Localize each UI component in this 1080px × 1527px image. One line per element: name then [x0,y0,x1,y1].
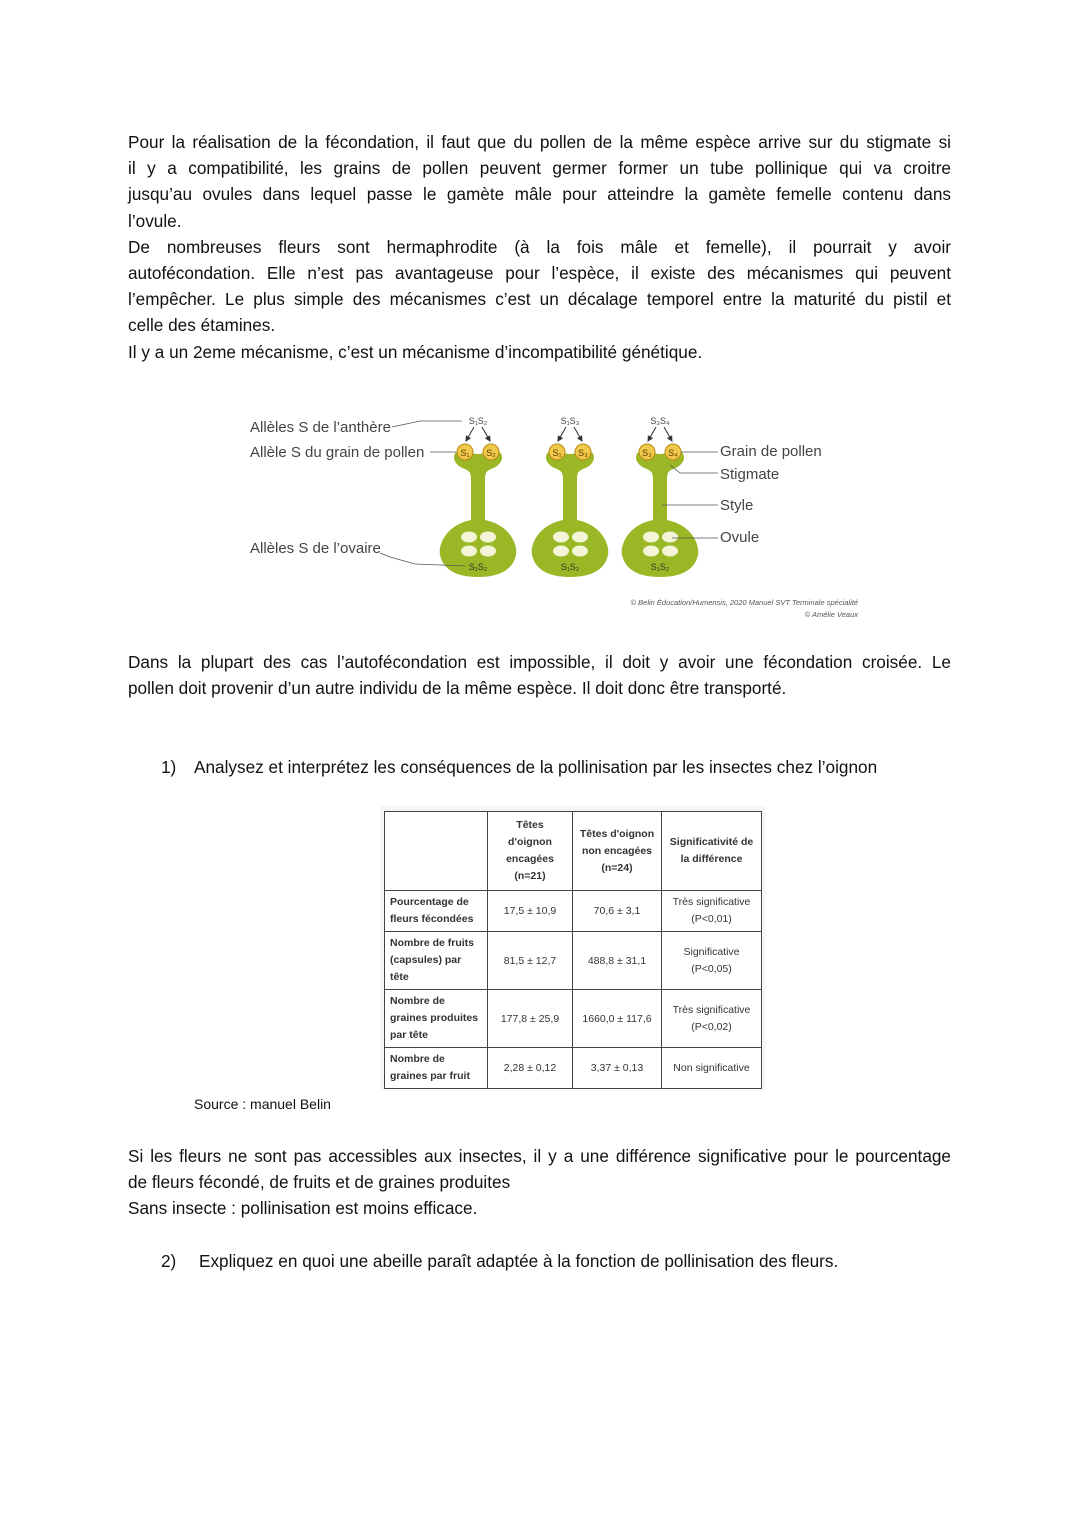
text-line: il y a compatibilité, les grains de pollen peuvent germer former un tube pollinique qui va croitre [128,158,951,179]
question-2 [161,1248,838,1274]
cell-significance: Non significative [662,1048,762,1089]
question-text: Analysez et interprétez les conséquences de la pollinisation par les insectes chez l’oignon [194,757,878,777]
table-header-significance: Significativité de la différence [662,812,762,891]
table-header-row [385,812,762,891]
text-line: De nombreuses fleurs sont hermaphrodite (à la fois mâle et femelle), il pourrait y avoir [128,236,951,257]
label-stigmate: Stigmate [720,466,780,483]
pistil-diagram-icon [240,405,880,630]
text-line: Dans la plupart des cas l’autofécondation est impossible, il doit y avoir une fécondation croisée. Le [128,652,951,672]
text-line: Il y a un 2eme mécanisme, c’est un mécanisme d’incompatibilité génétique. [128,341,703,362]
svg-text:S₂: S₂ [486,448,496,458]
label-grain-de-pollen: Grain de pollen [720,443,822,460]
cell-caged: 177,8 ± 25,9 [488,990,573,1048]
cell-uncaged: 488,8 ± 31,1 [573,932,662,990]
question-text: Expliquez en quoi une abeille paraît adaptée à la fonction de pollinisation des fleurs. [199,1251,839,1271]
row-label: Nombre de graines produites par tête [385,990,488,1048]
cell-significance: Très significative (P<0,01) [662,891,762,932]
cell-caged: 17,5 ± 10,9 [488,891,573,932]
figure-credit-author: © Amélie Veaux [804,610,858,619]
svg-text:S₁: S₁ [460,448,470,458]
table-row [385,1048,762,1089]
table-header-empty [385,812,488,891]
svg-text:S₁S₂: S₁S₂ [560,562,580,572]
onion-pollination-table [380,806,766,1090]
label-ovary-alleles: Allèles S de l’ovaire [250,540,381,557]
svg-text:S₄: S₄ [668,448,678,458]
label-style: Style [720,497,754,514]
cell-significance: Significative (P<0,05) [662,932,762,990]
question-number: 2) [161,1251,177,1271]
table-row [385,932,762,990]
question-1 [161,754,877,780]
text-line: pollen doit provenir d’un autre individu de la même espèce. Il doit donc être transporté. [128,678,787,699]
table-header-uncaged: Têtes d'oignon non encagées (n=24) [573,812,662,891]
paragraph-fecondation [128,129,951,365]
table-source: Source : manuel Belin [194,1096,331,1112]
svg-text:S₃: S₃ [642,448,652,458]
table-row [385,891,762,932]
svg-text:S₁: S₁ [552,448,562,458]
svg-text:S₁S₂: S₁S₂ [650,562,670,572]
row-label: Pourcentage de fleurs fécondées [385,891,488,932]
paragraph-conclusion [128,1143,951,1222]
cell-caged: 81,5 ± 12,7 [488,932,573,990]
svg-text:S₁S₂: S₁S₂ [468,562,488,572]
text-line: jusqu’au ovules dans lequel passe le gamète mâle pour atteindre la gamète femelle contenu dans [128,184,951,205]
text-line: de fleurs fécondé, de fruits et de graines produites [128,1172,511,1193]
text-line: Pour la réalisation de la fécondation, il faut que du pollen de la même espèce arrive sur du stigmate si [128,132,951,152]
svg-text:S₁S₂: S₁S₂ [468,416,488,426]
question-number: 1) [161,757,177,777]
text-line: Sans insecte : pollinisation est moins efficace. [128,1198,478,1219]
label-ovule: Ovule [720,529,760,546]
text-line: autofécondation. Elle n’est pas avantageuse pour l’espèce, il existe des mécanismes qui peuvent [128,263,951,284]
row-label: Nombre de graines par fruit [385,1048,488,1089]
label-anther-alleles: Allèles S de l’anthère [250,419,391,436]
cell-caged: 2,28 ± 0,12 [488,1048,573,1089]
table-row [385,990,762,1048]
label-pollen-allele: Allèle S du grain de pollen [250,444,425,461]
row-label: Nombre de fruits (capsules) par tête [385,932,488,990]
figure-credit-publisher: © Belin Éducation/Humensis, 2020 Manuel SVT Terminale spécialité [630,598,858,607]
svg-text:S₃: S₃ [578,448,588,458]
svg-text:S₃S₄: S₃S₄ [650,416,670,426]
paragraph-fecondation-croisee [128,649,951,701]
text-line: l’ovule. [128,210,182,231]
cell-significance: Très significative (P<0,02) [662,990,762,1048]
text-line: Si les fleurs ne sont pas accessibles aux insectes, il y a une différence significative pour le pourcentage [128,1146,951,1166]
cell-uncaged: 3,37 ± 0,13 [573,1048,662,1089]
svg-text:S₁S₃: S₁S₃ [560,416,580,426]
incompatibility-figure [240,405,880,630]
text-line: l’empêcher. Le plus simple des mécanismes c’est un décalage temporel entre la maturité du pistil et [128,289,951,310]
cell-uncaged: 1660,0 ± 117,6 [573,990,662,1048]
table-header-caged: Têtes d'oignon encagées (n=21) [488,812,573,891]
text-line: celle des étamines. [128,315,276,336]
cell-uncaged: 70,6 ± 3,1 [573,891,662,932]
